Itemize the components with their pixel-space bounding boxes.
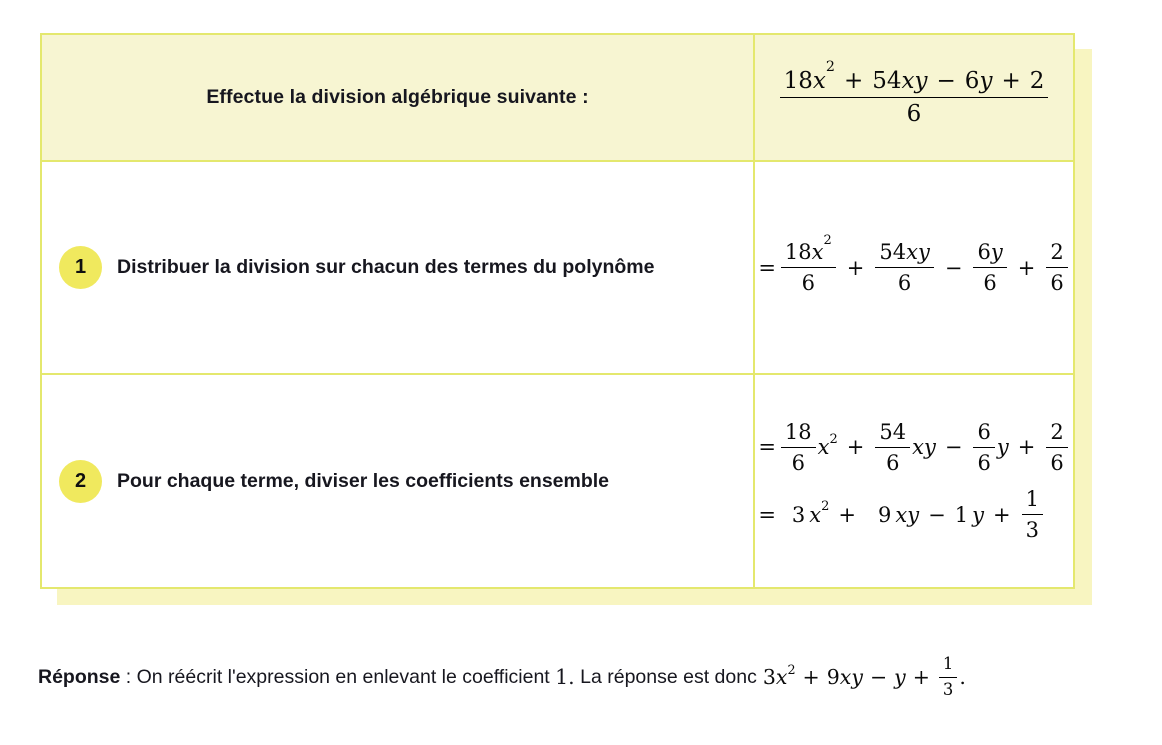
problem-prompt-cell [42, 35, 753, 162]
step-1-label: Distribuer la division sur chacun des termes du polynôme [117, 256, 655, 279]
problem-formula-cell [753, 35, 1073, 162]
step-2-number-badge: 2 [59, 460, 102, 503]
step-1-equation-cell [753, 162, 1073, 375]
answer-label: Réponse [38, 665, 121, 688]
step-2-equation-cell [753, 375, 1073, 587]
worksheet-table [40, 33, 1075, 589]
step-2-equation-line-1: = $\frac{18}{6}$ x 2 + $\frac{54}{6}$ xy − $\frac{6}{6}$ y + $\frac{2}{6}$ [758, 420, 1069, 475]
step-1-equation: = $\frac{18x^2}{6}$ + $\frac{54xy}{6}$ − $\frac{6y}{6}$ + $\frac{2}{6}$ [758, 240, 1069, 295]
step-2-label: Pour chaque terme, diviser les coefficients ensemble [117, 469, 610, 492]
step-1-number-badge: 1 [59, 246, 102, 289]
answer-separator: : [120, 665, 137, 688]
step-2-equation-stack [758, 420, 1069, 543]
step-2-row [42, 375, 753, 587]
step-2-equation-line-2: = 3 x 2 + 9 xy − 1 y + $\frac{1}{3}$ [758, 487, 1045, 542]
problem-formula: $\frac{18x^2+ 54xy - 6y + 2}{6}$ [778, 68, 1051, 128]
step-1-row [42, 162, 753, 375]
answer-text-before: On réécrit l'expression en enlevant le coefficient [136, 665, 556, 688]
answer-text-after: La réponse est donc [574, 665, 757, 688]
problem-prompt: Effectue la division algébrique suivante : [206, 86, 589, 108]
answer-coefficient: 1. [555, 665, 575, 690]
answer-formula: 3 x 2 + 9 xy − y + $\frac{1}{3}$ . [762, 654, 966, 699]
answer-paragraph [38, 655, 1148, 700]
